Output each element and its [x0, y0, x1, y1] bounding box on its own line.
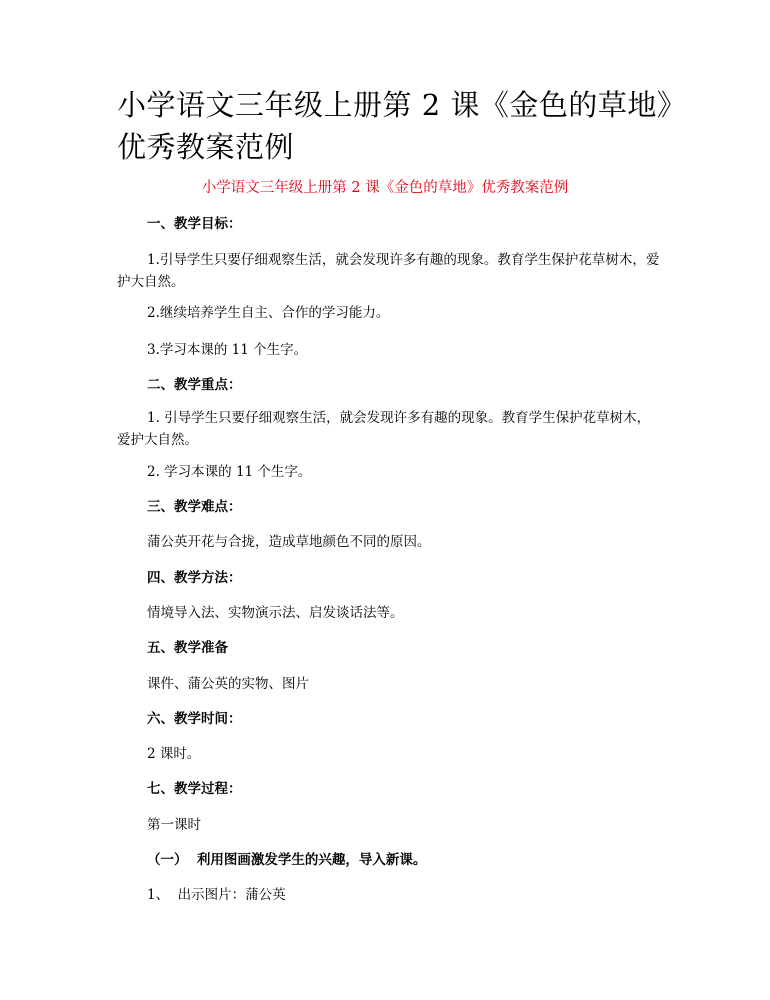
step-item-1: 1、 出示图片：蒲公英	[147, 887, 286, 903]
section-heading-goals: 一、教学目标：	[147, 216, 242, 232]
section-heading-prep: 五、教学准备	[147, 640, 228, 656]
time-item-1: 2 课时。	[147, 746, 201, 762]
key-item-1: 1. 引导学生只要仔细观察生活，就会发现许多有趣的现象。教育学生保护花草树木，爱护大自然。	[117, 410, 651, 448]
difficulty-item-1: 蒲公英开花与合拢，造成草地颜色不同的原因。	[147, 534, 431, 550]
goal-item-1: 1.引导学生只要仔细观察生活，就会发现许多有趣的现象。教育学生保护花草树木，爱护大自然。	[117, 252, 660, 290]
step-heading: （一） 利用图画激发学生的兴趣，导入新课。	[147, 852, 427, 868]
page-title: 小学语文三年级上册第 2 课《金色的草地》优秀教案范例	[117, 88, 672, 164]
section-heading-process: 七、教学过程：	[147, 781, 242, 797]
prep-item-1: 课件、蒲公英的实物、图片	[147, 676, 309, 692]
key-item-2: 2. 学习本课的 11 个生字。	[147, 464, 312, 480]
section-heading-key: 二、教学重点：	[147, 377, 242, 393]
section-heading-method: 四、教学方法：	[147, 570, 242, 586]
section-heading-time: 六、教学时间：	[147, 711, 242, 727]
document-subtitle: 小学语文三年级上册第 2 课《金色的草地》优秀教案范例	[201, 180, 569, 196]
section-heading-difficulty: 三、教学难点：	[147, 499, 242, 515]
goal-item-3: 3.学习本课的 11 个生字。	[147, 342, 308, 358]
lesson-label: 第一课时	[147, 817, 201, 833]
goal-item-2: 2.继续培养学生自主、合作的学习能力。	[147, 305, 390, 321]
method-item-1: 情境导入法、实物演示法、启发谈话法等。	[147, 605, 404, 621]
